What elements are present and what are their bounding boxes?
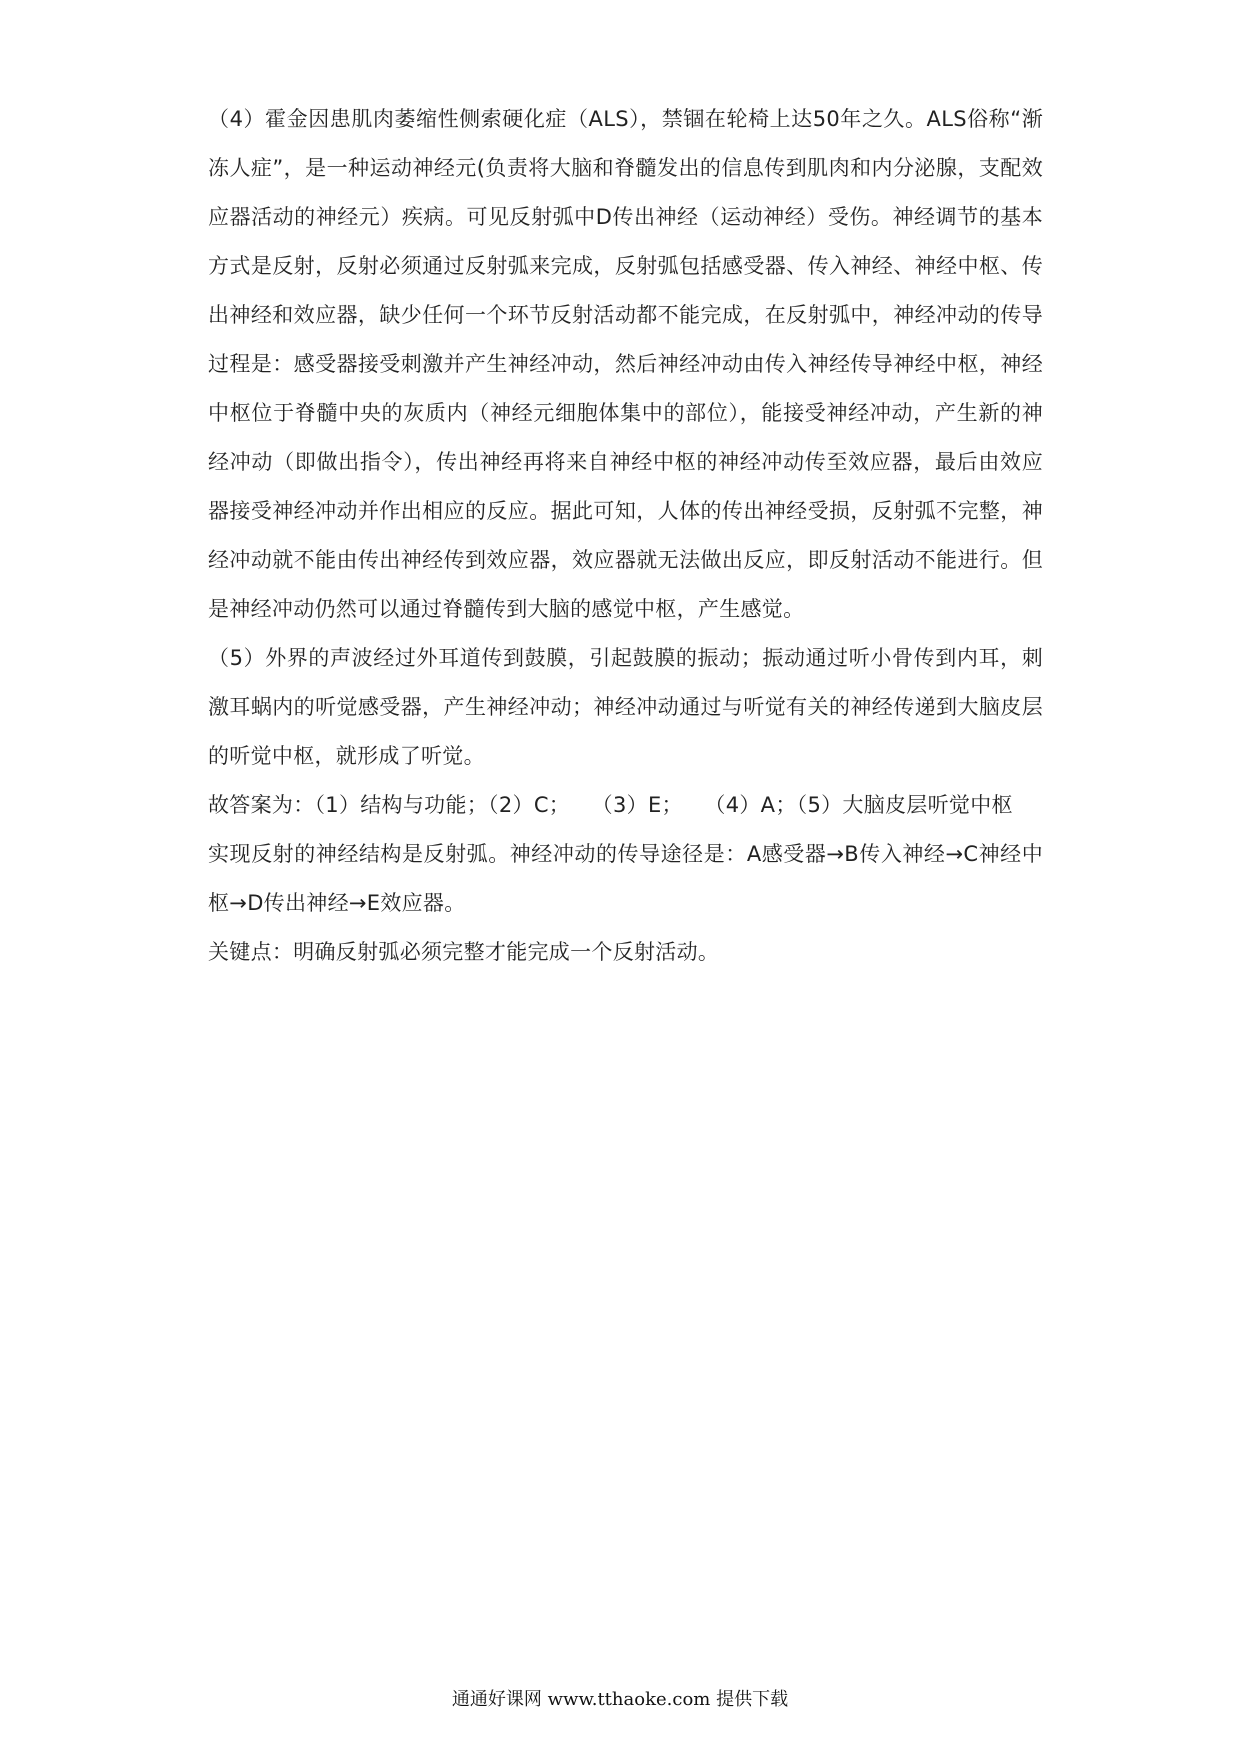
document-body xyxy=(208,95,1043,977)
paragraph-answer-summary: 故答案为：（1）结构与功能；（2）C； （3）E； （4）A；（5）大脑皮层听觉中枢 xyxy=(208,793,1013,817)
paragraph-question-5-analysis: （5）外界的声波经过外耳道传到鼓膜，引起鼓膜的振动；振动通过听小骨传到内耳，刺激耳蜗内的听觉感受器，产生神经冲动；神经冲动通过与听觉有关的神经传递到大脑皮层的听觉中枢，就形成了听觉。 xyxy=(208,646,1043,768)
paragraph-question-4-analysis: （4）霍金因患肌肉萎缩性侧索硬化症（ALS），禁锢在轮椅上达50年之久。ALS俗称“渐冻人症”，是一种运动神经元(负责将大脑和脊髓发出的信息传到肌肉和内分泌腺，支配效应器活动的神经元）疾病。可见反射弧中D传出神经（运动神经）受伤。神经调节的基本方式是反射，反射必须通过反射弧来完成，反射弧包括感受器、传入神经、神经中枢、传出神经和效应器，缺少任何一个环节反射活动都不能完成，在反射弧中，神经冲动的传导过程是：感受器接受刺激并产生神经冲动，然后神经冲动由传入神经传导神经中枢，神经中枢位于脊髓中央的灰质内（神经元细胞体集中的部位），能接受神经冲动，产生新的神经冲动（即做出指令），传出神经再将来自神经中枢的神经冲动传至效应器，最后由效应器接受神经冲动并作出相应的反应。据此可知，人体的传出神经受损，反射弧不完整，神经冲动就不能由传出神经传到效应器，效应器就无法做出反应，即反射活动不能进行。但是神经冲动仍然可以通过脊髓传到大脑的感觉中枢，产生感觉。 xyxy=(208,107,1043,621)
paragraph-reflex-pathway: 实现反射的神经结构是反射弧。神经冲动的传导途径是：A感受器→B传入神经→C神经中枢→D传出神经→E效应器。 xyxy=(208,842,1043,915)
page-footer: 通通好课网 www.tthaoke.com 提供下载 xyxy=(451,1689,789,1710)
paragraph-key-point: 关键点：明确反射弧必须完整才能完成一个反射活动。 xyxy=(208,940,720,964)
